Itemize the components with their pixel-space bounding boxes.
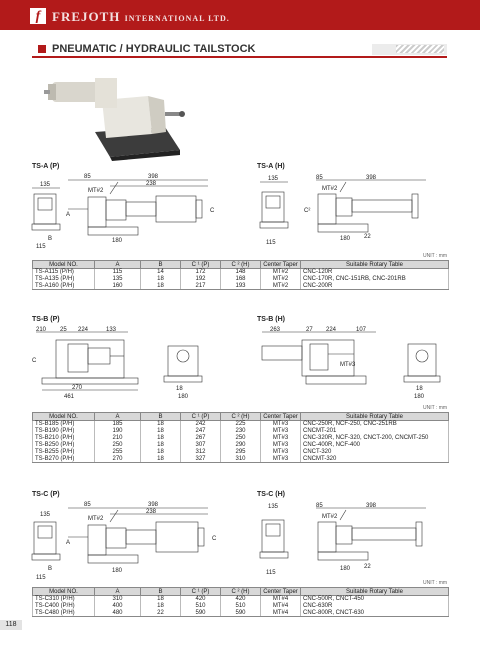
column-header: A bbox=[95, 261, 141, 269]
dimension-label: 180 bbox=[112, 238, 123, 244]
table-cell: CNC-500R, CNCT-450 bbox=[301, 596, 449, 603]
table-cell: 18 bbox=[141, 276, 181, 283]
drawing-ts-c-p bbox=[28, 500, 228, 582]
dimension-label: 18 bbox=[176, 386, 183, 392]
dimension-label: MT#2 bbox=[322, 186, 338, 192]
table-cell: TS-A115 (P/H) bbox=[33, 269, 95, 276]
table-cell: TS-A135 (P/H) bbox=[33, 276, 95, 283]
table-cell: 310 bbox=[95, 596, 141, 603]
table-cell: 420 bbox=[181, 596, 221, 603]
dimension-label: 22 bbox=[364, 564, 371, 570]
table-cell: 230 bbox=[221, 428, 261, 435]
table-cell: 18 bbox=[141, 421, 181, 428]
table-cell: TS-B210 (P/H) bbox=[33, 435, 95, 442]
dimension-label: 238 bbox=[146, 181, 157, 187]
dimension-label: C bbox=[32, 358, 37, 364]
dimension-label: 115 bbox=[36, 575, 46, 581]
column-header: Model NO. bbox=[33, 413, 95, 421]
unit-label-c: UNIT : mm bbox=[423, 580, 448, 586]
table-cell: 193 bbox=[221, 283, 261, 290]
table-cell: 148 bbox=[221, 269, 261, 276]
tailstock-photo bbox=[40, 72, 200, 162]
table-cell: CNCT-320 bbox=[301, 449, 449, 456]
table-cell: CNCMT-201 bbox=[301, 428, 449, 435]
table-cell: MT#2 bbox=[261, 269, 301, 276]
table-cell: 242 bbox=[181, 421, 221, 428]
column-header: C ¹ (P) bbox=[181, 261, 221, 269]
table-cell: 14 bbox=[141, 269, 181, 276]
dimension-label: 18 bbox=[416, 386, 423, 392]
table-cell: TS-B250 (P/H) bbox=[33, 442, 95, 449]
dimension-label: 398 bbox=[148, 502, 159, 508]
section-b-p-label: TS-B (P) bbox=[32, 316, 60, 323]
spec-table-ts-a bbox=[32, 260, 449, 290]
title-square-icon bbox=[38, 45, 46, 53]
dimension-label: 107 bbox=[356, 327, 367, 333]
dimension-label: 180 bbox=[414, 394, 425, 400]
table-cell: 510 bbox=[221, 603, 261, 610]
table-cell: 400 bbox=[95, 603, 141, 610]
dimension-label: 238 bbox=[146, 509, 157, 515]
table-cell: MT#3 bbox=[261, 428, 301, 435]
decorative-stripes bbox=[396, 45, 444, 53]
brand-name: FREJOTH INTERNATIONAL LTD. bbox=[52, 9, 230, 24]
column-header: A bbox=[95, 413, 141, 421]
dimension-label: MT#2 bbox=[322, 514, 338, 520]
table-cell: 510 bbox=[181, 603, 221, 610]
column-header: C ² (H) bbox=[221, 261, 261, 269]
table-cell: 270 bbox=[95, 456, 141, 463]
section-c-h-label: TS-C (H) bbox=[257, 491, 285, 498]
table-cell: CNC-320R, NCF-320, CNCT-200, CNCMT-250 bbox=[301, 435, 449, 442]
column-header: Center Taper bbox=[261, 588, 301, 596]
dimension-label: C² bbox=[304, 208, 311, 214]
dimension-label: 85 bbox=[316, 175, 323, 181]
column-header: B bbox=[141, 413, 181, 421]
section-c-p-label: TS-C (P) bbox=[32, 491, 60, 498]
section-a-p-label: TS-A (P) bbox=[32, 163, 60, 170]
table-cell: 290 bbox=[221, 442, 261, 449]
table-cell: 250 bbox=[95, 442, 141, 449]
table-cell: 267 bbox=[181, 435, 221, 442]
table-cell: CNC-800R, CNCT-630 bbox=[301, 610, 449, 617]
table-cell: 135 bbox=[95, 276, 141, 283]
dimension-label: 461 bbox=[64, 394, 75, 400]
column-header: C ¹ (P) bbox=[181, 588, 221, 596]
dimension-label: MT#3 bbox=[340, 362, 356, 368]
table-cell: MT#3 bbox=[261, 435, 301, 442]
table-cell: 160 bbox=[95, 283, 141, 290]
table-cell: 295 bbox=[221, 449, 261, 456]
table-cell: MT#4 bbox=[261, 610, 301, 617]
dimension-label: B bbox=[48, 566, 53, 572]
dimension-label: 22 bbox=[364, 234, 371, 240]
table-cell: MT#4 bbox=[261, 596, 301, 603]
dimension-label: 263 bbox=[270, 327, 281, 333]
dimension-label: 398 bbox=[366, 175, 377, 181]
table-cell: 18 bbox=[141, 428, 181, 435]
table-cell: TS-C400 (P/H) bbox=[33, 603, 95, 610]
table-cell: 18 bbox=[141, 442, 181, 449]
dimension-label: A bbox=[66, 212, 71, 218]
dimension-label: 180 bbox=[178, 394, 189, 400]
dimension-label: 115 bbox=[36, 244, 46, 250]
table-cell: MT#2 bbox=[261, 276, 301, 283]
drawing-ts-b-p bbox=[28, 326, 228, 404]
table-row bbox=[33, 456, 449, 463]
column-header: Suitable Rotary Table bbox=[301, 588, 449, 596]
table-cell: 590 bbox=[221, 610, 261, 617]
table-header-row bbox=[33, 588, 449, 596]
column-header: Suitable Rotary Table bbox=[301, 261, 449, 269]
table-row bbox=[33, 610, 449, 617]
page-title: PNEUMATIC / HYDRAULIC TAILSTOCK bbox=[52, 43, 256, 55]
dimension-label: 270 bbox=[72, 385, 83, 391]
table-row bbox=[33, 435, 449, 442]
table-cell: 18 bbox=[141, 435, 181, 442]
table-cell: 312 bbox=[181, 449, 221, 456]
drawing-ts-a-h bbox=[256, 172, 456, 252]
table-cell: 18 bbox=[141, 283, 181, 290]
dimension-label: C bbox=[210, 208, 215, 214]
table-row bbox=[33, 283, 449, 290]
dimension-label: 135 bbox=[268, 176, 279, 182]
dimension-label: 115 bbox=[266, 240, 276, 246]
dimension-label: 224 bbox=[78, 327, 89, 333]
table-cell: 18 bbox=[141, 596, 181, 603]
table-cell: 190 bbox=[95, 428, 141, 435]
table-cell: 327 bbox=[181, 456, 221, 463]
table-cell: MT#3 bbox=[261, 442, 301, 449]
spec-table-ts-c bbox=[32, 587, 449, 617]
column-header: A bbox=[95, 588, 141, 596]
dimension-label: 180 bbox=[112, 568, 123, 574]
column-header: B bbox=[141, 588, 181, 596]
dimension-label: 85 bbox=[84, 502, 91, 508]
spec-table-ts-b bbox=[32, 412, 449, 463]
dimension-label: 85 bbox=[84, 174, 91, 180]
column-header: C ¹ (P) bbox=[181, 413, 221, 421]
table-cell: 115 bbox=[95, 269, 141, 276]
section-a-h-label: TS-A (H) bbox=[257, 163, 285, 170]
table-cell: TS-C310 (P/H) bbox=[33, 596, 95, 603]
table-cell: 590 bbox=[181, 610, 221, 617]
column-header: Center Taper bbox=[261, 261, 301, 269]
table-cell: 18 bbox=[141, 449, 181, 456]
dimension-label: B bbox=[48, 236, 53, 242]
table-cell: MT#4 bbox=[261, 603, 301, 610]
table-cell: TS-B190 (P/H) bbox=[33, 428, 95, 435]
table-cell: MT#3 bbox=[261, 456, 301, 463]
table-cell: 168 bbox=[221, 276, 261, 283]
dimension-label: 25 bbox=[60, 327, 67, 333]
table-cell: TS-C480 (P/H) bbox=[33, 610, 95, 617]
brand-subtitle: INTERNATIONAL LTD. bbox=[124, 14, 230, 23]
dimension-label: MT#2 bbox=[88, 516, 104, 522]
dimension-label: A bbox=[66, 540, 71, 546]
dimension-label: 135 bbox=[40, 182, 51, 188]
table-cell: 255 bbox=[95, 449, 141, 456]
dimension-label: 135 bbox=[40, 512, 51, 518]
table-row bbox=[33, 421, 449, 428]
table-cell: 217 bbox=[181, 283, 221, 290]
drawing-ts-c-h bbox=[256, 500, 456, 582]
table-cell: 250 bbox=[221, 435, 261, 442]
table-cell: TS-B255 (P/H) bbox=[33, 449, 95, 456]
drawing-ts-a-p bbox=[28, 172, 228, 252]
table-header-row bbox=[33, 261, 449, 269]
table-row bbox=[33, 269, 449, 276]
table-cell: 247 bbox=[181, 428, 221, 435]
dimension-label: 133 bbox=[106, 327, 117, 333]
page-number: 118 bbox=[0, 620, 22, 630]
page-title-bar bbox=[32, 42, 447, 58]
table-cell: 22 bbox=[141, 610, 181, 617]
column-header: Model NO. bbox=[33, 588, 95, 596]
table-cell: CNCMT-320 bbox=[301, 456, 449, 463]
table-cell: 210 bbox=[95, 435, 141, 442]
unit-label-a: UNIT : mm bbox=[423, 253, 448, 259]
table-cell: 310 bbox=[221, 456, 261, 463]
column-header: C ² (H) bbox=[221, 413, 261, 421]
table-cell: 307 bbox=[181, 442, 221, 449]
table-cell: 480 bbox=[95, 610, 141, 617]
table-cell: MT#3 bbox=[261, 449, 301, 456]
table-cell: 420 bbox=[221, 596, 261, 603]
table-cell: CNC-120R bbox=[301, 269, 449, 276]
table-row bbox=[33, 428, 449, 435]
dimension-label: C bbox=[212, 536, 217, 542]
drawing-ts-b-h bbox=[256, 326, 456, 404]
table-row bbox=[33, 442, 449, 449]
dimension-label: 180 bbox=[340, 236, 351, 242]
table-cell: CNC-200R bbox=[301, 283, 449, 290]
dimension-label: 224 bbox=[326, 327, 337, 333]
dimension-label: 398 bbox=[366, 503, 377, 509]
table-cell: TS-B270 (P/H) bbox=[33, 456, 95, 463]
table-cell: CNC-630R bbox=[301, 603, 449, 610]
column-header: Suitable Rotary Table bbox=[301, 413, 449, 421]
dimension-label: 85 bbox=[316, 503, 323, 509]
table-cell: CNC-400R, NCF-400 bbox=[301, 442, 449, 449]
brand-logo: f bbox=[30, 8, 46, 24]
table-cell: CNC-170R, CNC-151RB, CNC-201RB bbox=[301, 276, 449, 283]
table-cell: TS-B185 (P/H) bbox=[33, 421, 95, 428]
table-cell: MT#3 bbox=[261, 421, 301, 428]
table-header-row bbox=[33, 413, 449, 421]
unit-label-b: UNIT : mm bbox=[423, 405, 448, 411]
dimension-label: MT#2 bbox=[88, 188, 104, 194]
table-row bbox=[33, 596, 449, 603]
table-cell: 172 bbox=[181, 269, 221, 276]
column-header: Center Taper bbox=[261, 413, 301, 421]
column-header: Model NO. bbox=[33, 261, 95, 269]
table-cell: 18 bbox=[141, 603, 181, 610]
section-b-h-label: TS-B (H) bbox=[257, 316, 285, 323]
table-cell: CNC-250R, NCF-250, CNC-251RB bbox=[301, 421, 449, 428]
column-header: C ² (H) bbox=[221, 588, 261, 596]
table-cell: 192 bbox=[181, 276, 221, 283]
dimension-label: 115 bbox=[266, 570, 276, 576]
table-cell: 225 bbox=[221, 421, 261, 428]
table-cell: 18 bbox=[141, 456, 181, 463]
table-cell: MT#2 bbox=[261, 283, 301, 290]
column-header: B bbox=[141, 261, 181, 269]
dimension-label: 180 bbox=[340, 566, 351, 572]
dimension-label: 398 bbox=[148, 174, 159, 180]
table-cell: TS-A160 (P/H) bbox=[33, 283, 95, 290]
table-row bbox=[33, 449, 449, 456]
table-cell: 185 bbox=[95, 421, 141, 428]
dimension-label: 210 bbox=[36, 327, 47, 333]
dimension-label: 135 bbox=[268, 504, 279, 510]
dimension-label: 27 bbox=[306, 327, 313, 333]
table-row bbox=[33, 603, 449, 610]
table-row bbox=[33, 276, 449, 283]
